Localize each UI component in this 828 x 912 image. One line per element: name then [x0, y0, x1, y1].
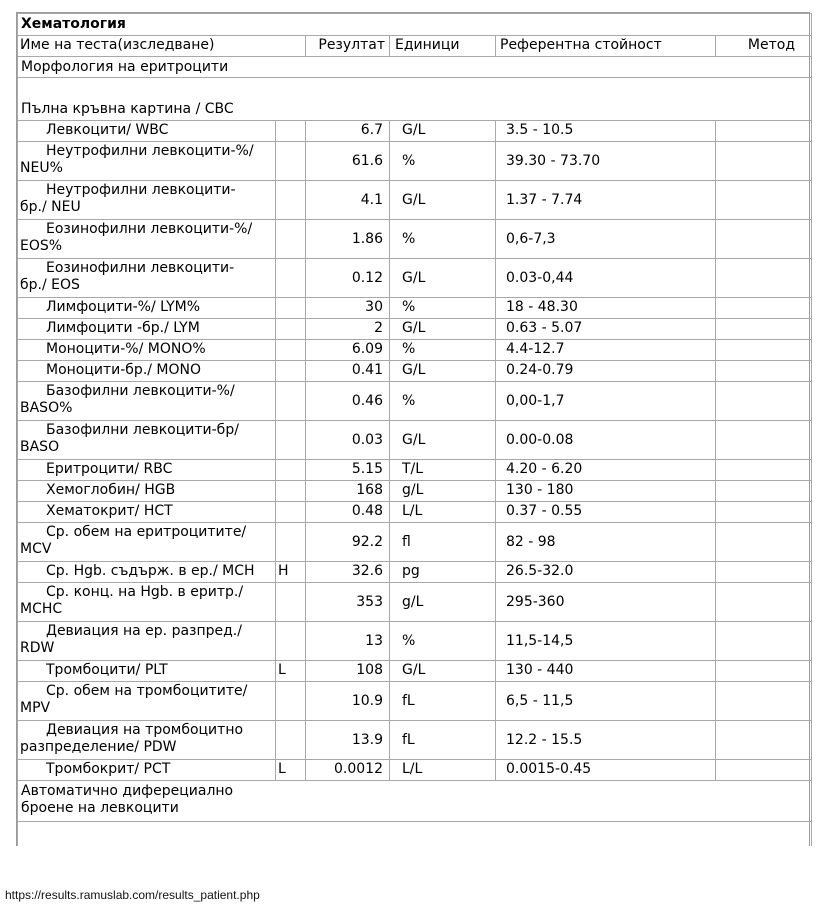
results-sheet	[16, 12, 810, 846]
unit-cell: g/L	[390, 583, 496, 622]
reference-range: 0.03-0,44	[496, 259, 716, 298]
flag-cell	[276, 721, 306, 760]
method-cell	[716, 622, 812, 661]
test-name: Неутрофилни левкоцити-%/	[46, 143, 254, 159]
section-title-row	[18, 14, 812, 36]
table-row	[18, 523, 812, 562]
test-name: Моноцити-бр./ MONO	[46, 362, 202, 378]
flag-cell	[276, 382, 306, 421]
test-name: Тромбокрит/ PCT	[46, 761, 171, 777]
method-cell	[716, 661, 812, 682]
flag-cell	[276, 523, 306, 562]
test-name: Еозинофилни левкоцити-%/	[46, 221, 253, 237]
unit-cell: fL	[390, 682, 496, 721]
reference-range: 295-360	[496, 583, 716, 622]
flag-cell	[276, 142, 306, 181]
cbc-label: Пълна кръвна картина / CBC	[18, 78, 812, 121]
reference-range: 0.63 - 5.07	[496, 319, 716, 340]
result-value: 10.9	[306, 682, 390, 721]
test-name-continued: бр./ NEU	[20, 199, 81, 215]
col-header-name: Име на теста(изследване)	[18, 36, 306, 57]
table-row	[18, 361, 812, 382]
unit-cell: %	[390, 622, 496, 661]
test-name: Ср. Hgb. съдърж. в ер./ MCH	[46, 563, 255, 579]
method-cell	[716, 583, 812, 622]
unit-cell: %	[390, 382, 496, 421]
table-row	[18, 421, 812, 460]
test-name: Левкоцити/ WBC	[46, 122, 169, 138]
reference-range: 1.37 - 7.74	[496, 181, 716, 220]
test-name-cell	[18, 319, 276, 340]
reference-range: 18 - 48.30	[496, 298, 716, 319]
test-name: Лимфоцити -бр./ LYM	[46, 320, 200, 336]
reference-range: 12.2 - 15.5	[496, 721, 716, 760]
method-cell	[716, 502, 812, 523]
table-row	[18, 682, 812, 721]
result-value: 353	[306, 583, 390, 622]
reference-range: 130 - 180	[496, 481, 716, 502]
auto-diff-label-2: броене на левкоцити	[21, 800, 179, 816]
table-row	[18, 382, 812, 421]
result-value: 2	[306, 319, 390, 340]
test-name-continued: MCHC	[20, 601, 63, 617]
reference-range: 26.5-32.0	[496, 562, 716, 583]
flag-cell	[276, 298, 306, 319]
test-name-cell	[18, 382, 276, 421]
method-cell	[716, 298, 812, 319]
morphology-label: Морфология на еритроцити	[18, 57, 812, 78]
method-cell	[716, 760, 812, 781]
test-name-cell	[18, 421, 276, 460]
reference-range: 82 - 98	[496, 523, 716, 562]
reference-range: 4.4-12.7	[496, 340, 716, 361]
unit-cell: G/L	[390, 421, 496, 460]
test-name: Хематокрит/ HCT	[46, 503, 173, 519]
flag-cell	[276, 460, 306, 481]
flag-cell	[276, 181, 306, 220]
test-name-continued: разпределение/ PDW	[20, 739, 177, 755]
flag-cell: H	[276, 562, 306, 583]
test-name-cell	[18, 142, 276, 181]
table-row	[18, 142, 812, 181]
test-name: Еритроцити/ RBC	[46, 461, 173, 477]
result-value: 5.15	[306, 460, 390, 481]
table-row	[18, 721, 812, 760]
test-name: Хемоглобин/ HGB	[46, 482, 176, 498]
result-value: 0.03	[306, 421, 390, 460]
result-value: 6.09	[306, 340, 390, 361]
flag-cell	[276, 319, 306, 340]
table-row	[18, 622, 812, 661]
method-cell	[716, 421, 812, 460]
reference-range: 3.5 - 10.5	[496, 121, 716, 142]
method-cell	[716, 259, 812, 298]
test-name: Ср. конц. на Hgb. в еритр./	[46, 584, 244, 600]
test-name-cell	[18, 121, 276, 142]
result-value: 0.0012	[306, 760, 390, 781]
unit-cell: %	[390, 298, 496, 319]
test-name-cell	[18, 682, 276, 721]
unit-cell: fl	[390, 523, 496, 562]
column-header-row	[18, 36, 812, 57]
reference-range: 0.37 - 0.55	[496, 502, 716, 523]
results-rows	[18, 121, 812, 781]
result-value: 1.86	[306, 220, 390, 259]
unit-cell: L/L	[390, 502, 496, 523]
method-cell	[716, 319, 812, 340]
table-row	[18, 259, 812, 298]
test-name-cell	[18, 523, 276, 562]
test-name-continued: BASO	[20, 439, 60, 455]
unit-cell: %	[390, 220, 496, 259]
empty-tail-row	[18, 822, 812, 847]
reference-range: 0.0015-0.45	[496, 760, 716, 781]
morphology-row	[18, 57, 812, 78]
method-cell	[716, 481, 812, 502]
flag-cell	[276, 421, 306, 460]
test-name-cell	[18, 721, 276, 760]
test-name: Ср. обем на еритроцитите/	[46, 524, 247, 540]
unit-cell: T/L	[390, 460, 496, 481]
method-cell	[716, 682, 812, 721]
table-row	[18, 760, 812, 781]
unit-cell: L/L	[390, 760, 496, 781]
test-name: Девиация на тромбоцитно	[46, 722, 244, 738]
method-cell	[716, 721, 812, 760]
test-name-continued: бр./ EOS	[20, 277, 80, 293]
flag-cell	[276, 682, 306, 721]
table-row	[18, 583, 812, 622]
col-header-reference: Референтна стойност	[496, 36, 716, 57]
result-value: 92.2	[306, 523, 390, 562]
hematology-table	[17, 13, 812, 846]
test-name-cell	[18, 661, 276, 682]
auto-diff-label-1: Автоматично диферециално	[21, 783, 234, 799]
result-value: 6.7	[306, 121, 390, 142]
result-value: 32.6	[306, 562, 390, 583]
table-row	[18, 460, 812, 481]
reference-range: 0,6-7,3	[496, 220, 716, 259]
method-cell	[716, 340, 812, 361]
test-name: Тромбоцити/ PLT	[46, 662, 168, 678]
result-value: 0.48	[306, 502, 390, 523]
table-row	[18, 562, 812, 583]
table-row	[18, 319, 812, 340]
test-name-continued: NEU%	[20, 160, 63, 176]
flag-cell	[276, 361, 306, 382]
flag-cell	[276, 259, 306, 298]
test-name-continued: MCV	[20, 541, 52, 557]
flag-cell	[276, 622, 306, 661]
method-cell	[716, 181, 812, 220]
test-name-cell	[18, 583, 276, 622]
method-cell	[716, 460, 812, 481]
reference-range: 39.30 - 73.70	[496, 142, 716, 181]
table-row	[18, 181, 812, 220]
test-name: Моноцити-%/ MONO%	[46, 341, 206, 357]
reference-range: 4.20 - 6.20	[496, 460, 716, 481]
footer-url[interactable]: https://results.ramuslab.com/results_patient.php	[5, 888, 260, 902]
unit-cell: G/L	[390, 361, 496, 382]
test-name-cell	[18, 361, 276, 382]
unit-cell: G/L	[390, 319, 496, 340]
test-name-cell	[18, 181, 276, 220]
empty-cell	[18, 822, 812, 847]
result-value: 4.1	[306, 181, 390, 220]
result-value: 13	[306, 622, 390, 661]
test-name-cell	[18, 760, 276, 781]
flag-cell	[276, 340, 306, 361]
test-name-continued: EOS%	[20, 238, 63, 254]
test-name: Неутрофилни левкоцити-	[46, 182, 236, 198]
unit-cell: G/L	[390, 181, 496, 220]
col-header-result: Резултат	[306, 36, 390, 57]
table-row	[18, 298, 812, 319]
reference-range: 0,00-1,7	[496, 382, 716, 421]
col-header-method: Метод	[716, 36, 812, 57]
unit-cell: pg	[390, 562, 496, 583]
test-name-cell	[18, 259, 276, 298]
reference-range: 0.24-0.79	[496, 361, 716, 382]
unit-cell: g/L	[390, 481, 496, 502]
method-cell	[716, 121, 812, 142]
unit-cell: fL	[390, 721, 496, 760]
result-value: 13.9	[306, 721, 390, 760]
test-name-cell	[18, 481, 276, 502]
result-value: 108	[306, 661, 390, 682]
flag-cell	[276, 121, 306, 142]
test-name: Базофилни левкоцити-%/	[46, 383, 235, 399]
test-name-cell	[18, 562, 276, 583]
result-value: 61.6	[306, 142, 390, 181]
unit-cell: %	[390, 340, 496, 361]
method-cell	[716, 562, 812, 583]
test-name-cell	[18, 220, 276, 259]
test-name-continued: MPV	[20, 700, 51, 716]
test-name: Ср. обем на тромбоцитите/	[46, 683, 248, 699]
result-value: 30	[306, 298, 390, 319]
test-name: Лимфоцити-%/ LYM%	[46, 299, 200, 315]
flag-cell: L	[276, 661, 306, 682]
cbc-row	[18, 78, 812, 121]
test-name-cell	[18, 502, 276, 523]
table-row	[18, 661, 812, 682]
test-name-cell	[18, 622, 276, 661]
test-name-cell	[18, 298, 276, 319]
result-value: 0.41	[306, 361, 390, 382]
test-name-continued: BASO%	[20, 400, 73, 416]
test-name-cell	[18, 340, 276, 361]
method-cell	[716, 382, 812, 421]
flag-cell: L	[276, 760, 306, 781]
flag-cell	[276, 583, 306, 622]
unit-cell: G/L	[390, 259, 496, 298]
col-header-units: Единици	[390, 36, 496, 57]
unit-cell: G/L	[390, 121, 496, 142]
method-cell	[716, 142, 812, 181]
result-value: 0.46	[306, 382, 390, 421]
reference-range: 0.00-0.08	[496, 421, 716, 460]
reference-range: 11,5-14,5	[496, 622, 716, 661]
table-row	[18, 340, 812, 361]
table-row	[18, 121, 812, 142]
method-cell	[716, 361, 812, 382]
unit-cell: G/L	[390, 661, 496, 682]
test-name-continued: RDW	[20, 640, 55, 656]
result-value: 168	[306, 481, 390, 502]
flag-cell	[276, 220, 306, 259]
reference-range: 130 - 440	[496, 661, 716, 682]
test-name: Девиация на ер. разпред./	[46, 623, 242, 639]
flag-cell	[276, 481, 306, 502]
table-row	[18, 481, 812, 502]
unit-cell: %	[390, 142, 496, 181]
method-cell	[716, 523, 812, 562]
reference-range: 6,5 - 11,5	[496, 682, 716, 721]
section-title: Хематология	[18, 14, 812, 36]
test-name: Еозинофилни левкоцити-	[46, 260, 235, 276]
method-cell	[716, 220, 812, 259]
flag-cell	[276, 502, 306, 523]
test-name-cell	[18, 460, 276, 481]
test-name: Базофилни левкоцити-бр/	[46, 422, 239, 438]
table-row	[18, 220, 812, 259]
table-row	[18, 502, 812, 523]
result-value: 0.12	[306, 259, 390, 298]
auto-diff-row	[18, 781, 812, 822]
